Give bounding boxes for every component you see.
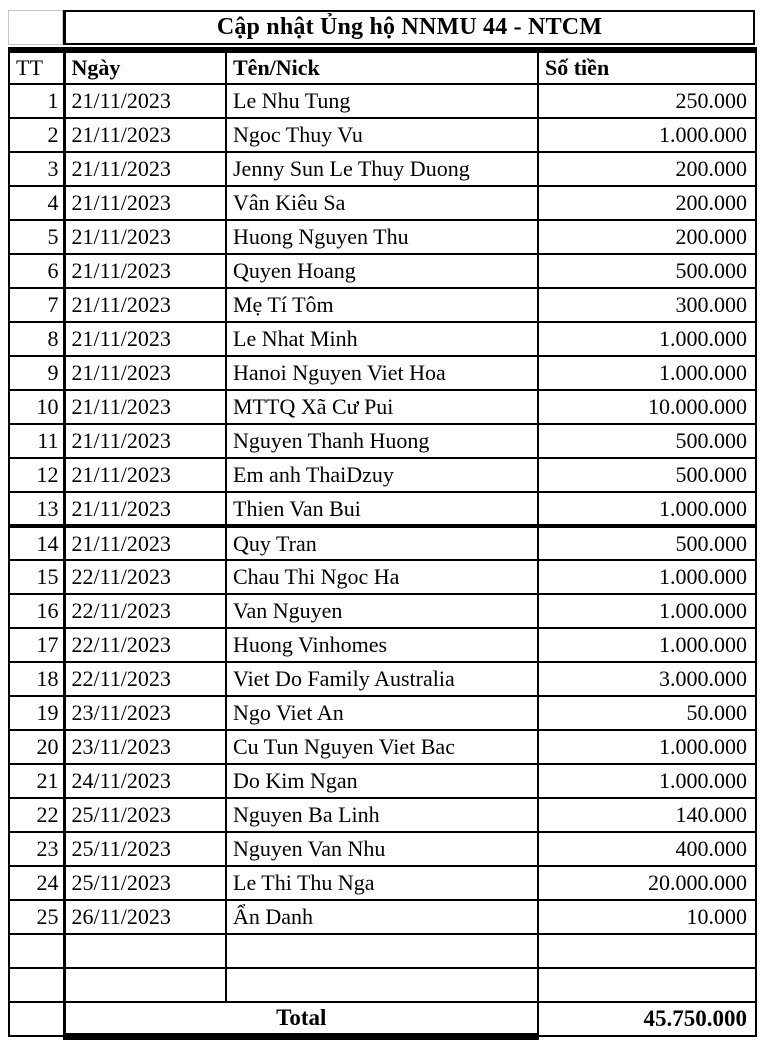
cell-name: Mẹ Tí Tôm [226, 288, 538, 322]
cell-amount: 200.000 [538, 152, 756, 186]
page-title: Cập nhật Ủng hộ NNMU 44 - NTCM [63, 10, 755, 45]
cell-name: Thien Van Bui [226, 492, 538, 526]
table-row [9, 84, 756, 118]
cell-amount: 1.000.000 [538, 764, 756, 798]
cell-name: Le Nhat Minh [226, 322, 538, 356]
cell-tt-empty [9, 968, 64, 1002]
cell-date: 25/11/2023 [64, 798, 226, 832]
table-row [9, 356, 756, 390]
table-row [9, 594, 756, 628]
table-row [9, 220, 756, 254]
cell-amount: 400.000 [538, 832, 756, 866]
table-row [9, 322, 756, 356]
cell-name: Huong Vinhomes [226, 628, 538, 662]
cell-amount: 1.000.000 [538, 118, 756, 152]
table-row [9, 866, 756, 900]
table-row [9, 458, 756, 492]
table-row [9, 424, 756, 458]
empty-row [9, 968, 756, 1002]
cell-tt: 13 [9, 492, 64, 526]
cell-tt: 22 [9, 798, 64, 832]
total-row-empty-cell [9, 1002, 64, 1036]
cell-amount: 500.000 [538, 424, 756, 458]
cell-amount: 1.000.000 [538, 356, 756, 390]
cell-date: 21/11/2023 [64, 288, 226, 322]
cell-date: 22/11/2023 [64, 628, 226, 662]
cell-tt: 7 [9, 288, 64, 322]
cell-date: 24/11/2023 [64, 764, 226, 798]
cell-tt: 10 [9, 390, 64, 424]
cell-name: Ngoc Thuy Vu [226, 118, 538, 152]
cell-amount: 1.000.000 [538, 594, 756, 628]
cell-date: 26/11/2023 [64, 900, 226, 934]
cell-tt: 8 [9, 322, 64, 356]
cell-amount: 1.000.000 [538, 492, 756, 526]
cell-amount: 20.000.000 [538, 866, 756, 900]
column-header-name: Tên/Nick [226, 50, 538, 84]
cell-tt: 21 [9, 764, 64, 798]
column-header-amount: Số tiền [538, 50, 756, 84]
table-row [9, 492, 756, 526]
cell-name-empty [226, 934, 538, 968]
cell-amount: 1.000.000 [538, 322, 756, 356]
table-row [9, 390, 756, 424]
cell-name: Do Kim Ngan [226, 764, 538, 798]
cell-tt: 18 [9, 662, 64, 696]
cell-name: Ẩn Danh [226, 900, 538, 934]
table-body [9, 84, 756, 1002]
cell-date: 22/11/2023 [64, 662, 226, 696]
cell-date: 23/11/2023 [64, 730, 226, 764]
cell-tt: 25 [9, 900, 64, 934]
cell-tt: 5 [9, 220, 64, 254]
cell-date: 21/11/2023 [64, 322, 226, 356]
corner-empty-cell [8, 10, 63, 45]
table-row [9, 798, 756, 832]
cell-date: 21/11/2023 [64, 84, 226, 118]
table-row [9, 288, 756, 322]
cell-tt: 4 [9, 186, 64, 220]
empty-row [9, 934, 756, 968]
cell-date: 22/11/2023 [64, 560, 226, 594]
table-row [9, 662, 756, 696]
table-row [9, 628, 756, 662]
table-row [9, 186, 756, 220]
cell-tt-empty [9, 934, 64, 968]
table-footer [9, 1002, 756, 1036]
cell-date-empty [64, 934, 226, 968]
cell-date: 21/11/2023 [64, 254, 226, 288]
cell-name: Quy Tran [226, 526, 538, 560]
cell-amount: 10.000.000 [538, 390, 756, 424]
cell-tt: 1 [9, 84, 64, 118]
cell-date: 21/11/2023 [64, 424, 226, 458]
cell-name: Jenny Sun Le Thuy Duong [226, 152, 538, 186]
cell-date: 25/11/2023 [64, 866, 226, 900]
cell-date-empty [64, 968, 226, 1002]
cell-name: Vân Kiêu Sa [226, 186, 538, 220]
total-amount: 45.750.000 [538, 1002, 756, 1036]
title-row [8, 10, 755, 45]
cell-tt: 19 [9, 696, 64, 730]
cell-name: Van Nguyen [226, 594, 538, 628]
cell-name-empty [226, 968, 538, 1002]
cell-name: Huong Nguyen Thu [226, 220, 538, 254]
cell-name: Hanoi Nguyen Viet Hoa [226, 356, 538, 390]
cell-tt: 17 [9, 628, 64, 662]
cell-amount: 140.000 [538, 798, 756, 832]
cell-name: Chau Thi Ngoc Ha [226, 560, 538, 594]
cell-name: Cu Tun Nguyen Viet Bac [226, 730, 538, 764]
cell-amount: 1.000.000 [538, 628, 756, 662]
cell-name: Quyen Hoang [226, 254, 538, 288]
cell-amount: 1.000.000 [538, 730, 756, 764]
cell-tt: 20 [9, 730, 64, 764]
table-row [9, 730, 756, 764]
cell-date: 21/11/2023 [64, 492, 226, 526]
cell-amount: 300.000 [538, 288, 756, 322]
table-row [9, 118, 756, 152]
cell-date: 21/11/2023 [64, 186, 226, 220]
cell-tt: 12 [9, 458, 64, 492]
column-header-tt: TT [9, 50, 64, 84]
donations-table [8, 47, 757, 1040]
cell-tt: 23 [9, 832, 64, 866]
cell-date: 23/11/2023 [64, 696, 226, 730]
cell-amount: 200.000 [538, 186, 756, 220]
table-row [9, 764, 756, 798]
cell-name: Viet Do Family Australia [226, 662, 538, 696]
cell-amount: 500.000 [538, 458, 756, 492]
table-row [9, 900, 756, 934]
cell-name: Nguyen Ba Linh [226, 798, 538, 832]
cell-amount: 3.000.000 [538, 662, 756, 696]
cell-name: Le Thi Thu Nga [226, 866, 538, 900]
cell-amount-empty [538, 968, 756, 1002]
cell-amount: 500.000 [538, 526, 756, 560]
table-row [9, 152, 756, 186]
cell-tt: 15 [9, 560, 64, 594]
table-row [9, 832, 756, 866]
cell-name: Nguyen Thanh Huong [226, 424, 538, 458]
cell-amount: 500.000 [538, 254, 756, 288]
cell-date: 22/11/2023 [64, 594, 226, 628]
cell-amount: 1.000.000 [538, 560, 756, 594]
cell-amount: 250.000 [538, 84, 756, 118]
cell-amount: 10.000 [538, 900, 756, 934]
cell-name: MTTQ Xã Cư Pui [226, 390, 538, 424]
table-header [9, 50, 756, 84]
cell-date: 21/11/2023 [64, 526, 226, 560]
cell-date: 21/11/2023 [64, 390, 226, 424]
cell-tt: 14 [9, 526, 64, 560]
cell-date: 21/11/2023 [64, 458, 226, 492]
table-row [9, 254, 756, 288]
cell-date: 21/11/2023 [64, 152, 226, 186]
cell-tt: 6 [9, 254, 64, 288]
cell-amount: 50.000 [538, 696, 756, 730]
table-row [9, 696, 756, 730]
cell-tt: 9 [9, 356, 64, 390]
cell-date: 25/11/2023 [64, 832, 226, 866]
cell-tt: 16 [9, 594, 64, 628]
total-label: Total [64, 1002, 538, 1036]
cell-tt: 11 [9, 424, 64, 458]
cell-amount: 200.000 [538, 220, 756, 254]
cell-name: Em anh ThaiDzuy [226, 458, 538, 492]
cell-tt: 3 [9, 152, 64, 186]
cell-name: Nguyen Van Nhu [226, 832, 538, 866]
cell-tt: 2 [9, 118, 64, 152]
cell-name: Ngo Viet An [226, 696, 538, 730]
table-row [9, 526, 756, 560]
cell-date: 21/11/2023 [64, 220, 226, 254]
cell-tt: 24 [9, 866, 64, 900]
cell-date: 21/11/2023 [64, 356, 226, 390]
cell-name: Le Nhu Tung [226, 84, 538, 118]
column-header-date: Ngày [64, 50, 226, 84]
cell-amount-empty [538, 934, 756, 968]
cell-date: 21/11/2023 [64, 118, 226, 152]
total-row [9, 1002, 756, 1036]
table-row [9, 560, 756, 594]
